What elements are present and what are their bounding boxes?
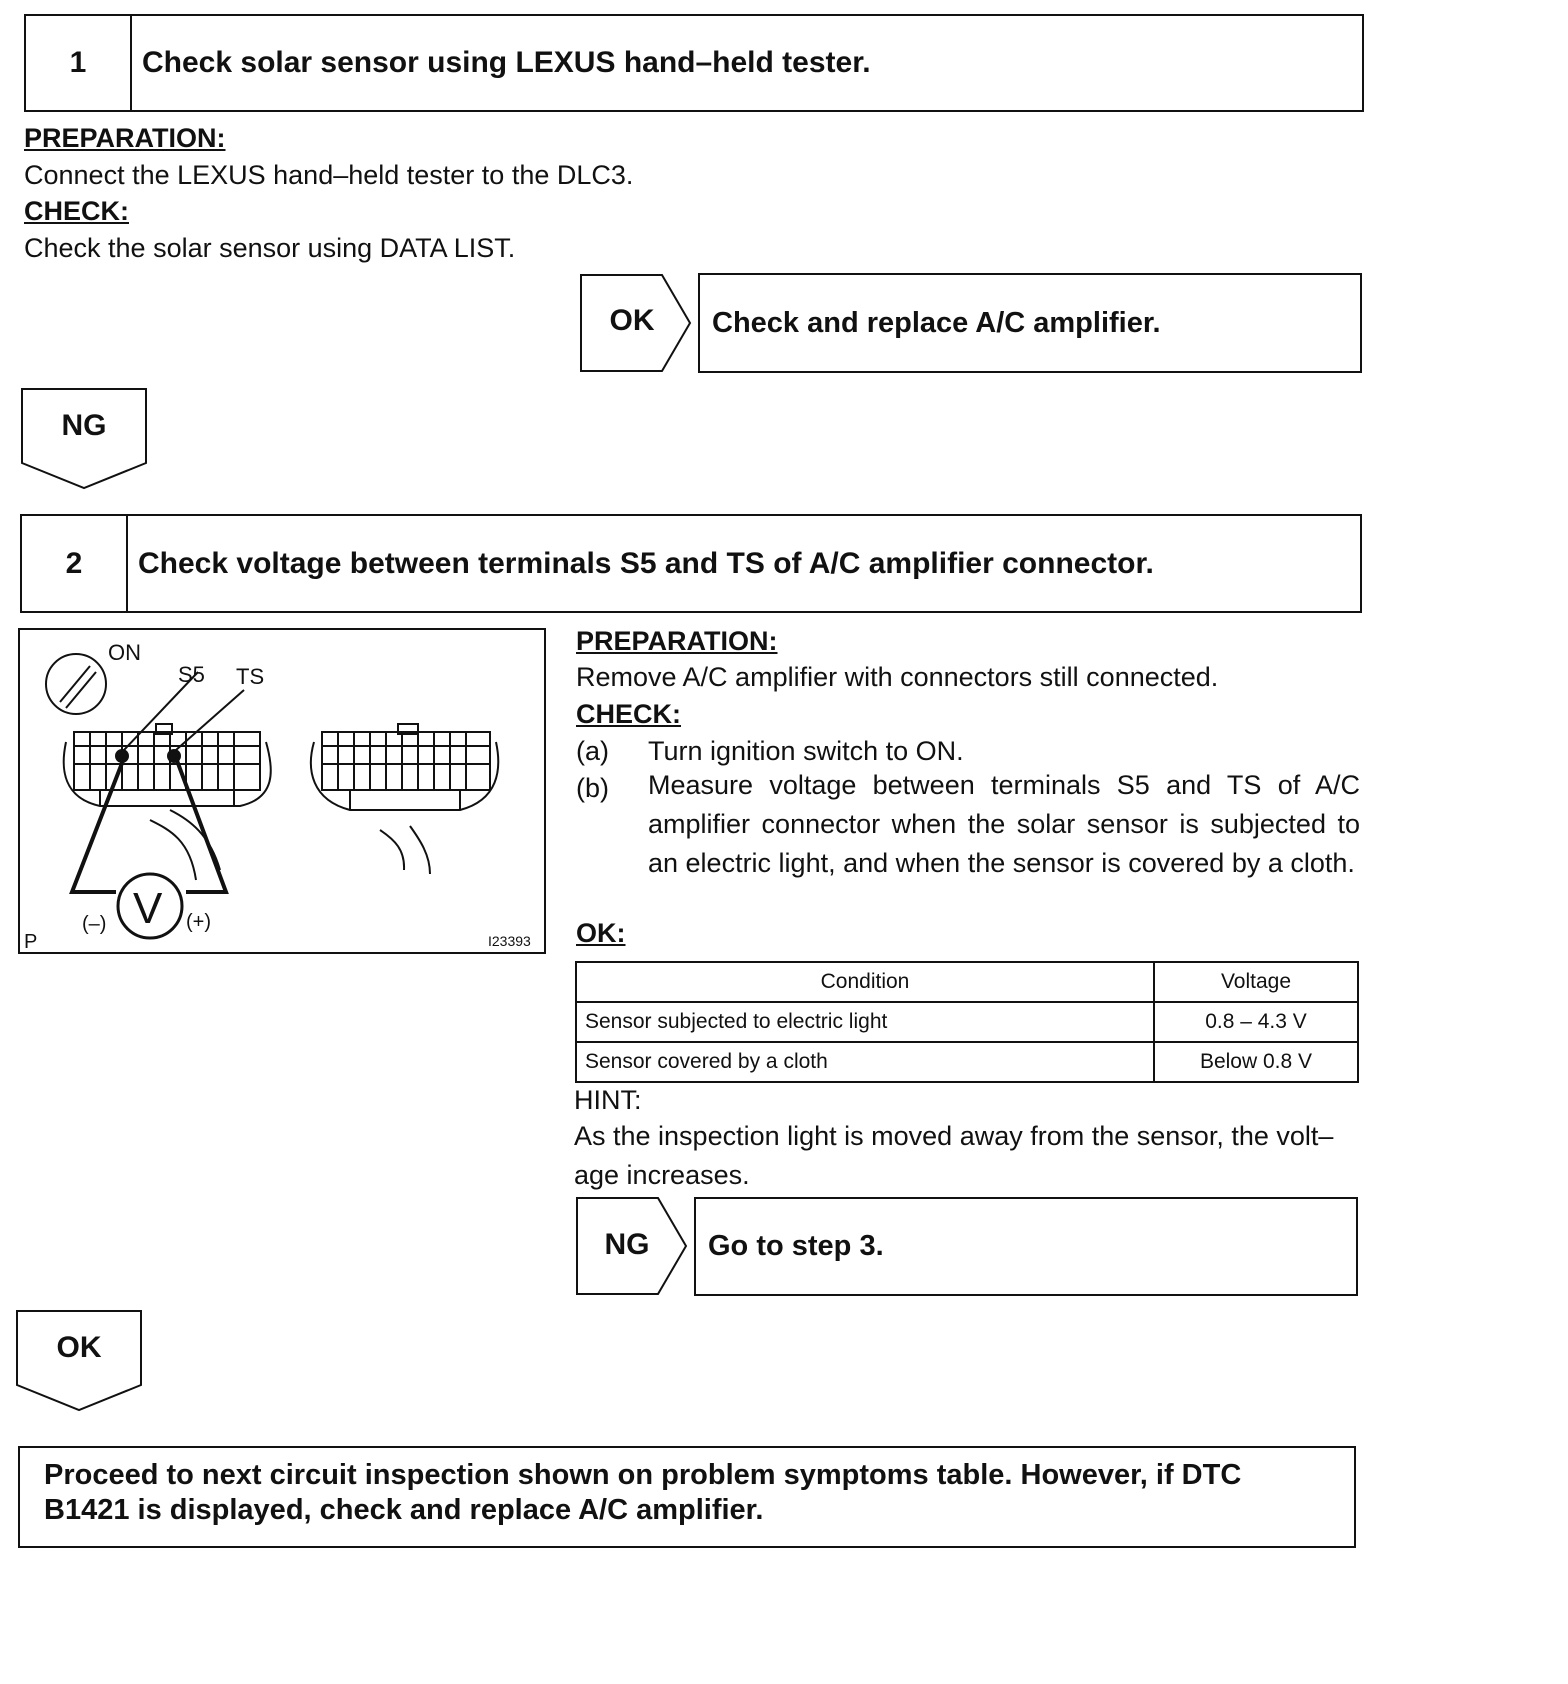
label-ts: TS xyxy=(236,664,265,689)
step2-preparation-heading: PREPARATION: xyxy=(576,626,778,656)
step1-title: Check solar sensor using LEXUS hand–held tester. xyxy=(142,46,871,79)
label-on: ON xyxy=(108,640,141,665)
step1-number: 1 xyxy=(26,16,132,110)
step2-title: Check voltage between terminals S5 and TS of A/C amplifier connector. xyxy=(138,546,1154,580)
right-connector-icon xyxy=(311,724,498,874)
figure-id: I23393 xyxy=(488,933,531,949)
step1-preparation-heading: PREPARATION: xyxy=(24,123,226,153)
step1-ok-result-text: Check and replace A/C amplifier. xyxy=(712,306,1161,339)
table-header-voltage: Voltage xyxy=(1154,962,1358,1002)
connector-diagram-drawing xyxy=(20,630,544,952)
check-item-b-marker: (b) xyxy=(576,773,609,803)
check-item-a-marker: (a) xyxy=(576,736,609,766)
left-connector-icon xyxy=(64,672,271,880)
step1-header xyxy=(24,14,1364,112)
step1-check-heading: CHECK: xyxy=(24,196,129,226)
label-minus: (–) xyxy=(82,913,107,935)
label-plus: (+) xyxy=(186,911,211,933)
step2-preparation-text: Remove A/C amplifier with connectors still connected. xyxy=(576,662,1219,692)
step1-preparation-text: Connect the LEXUS hand–held tester to the DLC3. xyxy=(24,160,634,190)
check-item-a-text: Turn ignition switch to ON. xyxy=(648,736,964,766)
table-cell-condition: Sensor subjected to electric light xyxy=(576,1002,1154,1042)
step2-header xyxy=(20,514,1362,613)
table-cell-voltage: 0.8 – 4.3 V xyxy=(1154,1002,1358,1042)
step2-ng-result-text: Go to step 3. xyxy=(708,1230,884,1262)
step2-ng-result-box xyxy=(694,1197,1358,1296)
label-p: P xyxy=(24,931,38,952)
step2-hint-text: As the inspection light is moved away from the sensor, the volt– age increases. xyxy=(574,1121,1334,1190)
voltage-spec-table xyxy=(575,961,1359,1083)
voltmeter-label: V xyxy=(133,884,163,933)
step1-ng-label: NG xyxy=(61,409,107,442)
final-instruction-text: Proceed to next circuit inspection shown on problem symptoms table. However, if DTC B1421 is displayed, check and replace A/C amplifier. xyxy=(44,1459,1242,1526)
table-cell-voltage: Below 0.8 V xyxy=(1154,1042,1358,1082)
final-instruction-box xyxy=(18,1446,1356,1548)
label-s5: S5 xyxy=(178,662,205,687)
step2-ng-label: NG xyxy=(604,1228,650,1261)
table-cell-condition: Sensor covered by a cloth xyxy=(576,1042,1154,1082)
table-row xyxy=(576,1042,1358,1082)
step2-number: 2 xyxy=(22,516,128,611)
step2-ok-label: OK xyxy=(56,1331,102,1364)
table-header-condition: Condition xyxy=(576,962,1154,1002)
step2-hint-heading: HINT: xyxy=(574,1085,642,1115)
table-row xyxy=(576,1002,1358,1042)
table-header-row xyxy=(576,962,1358,1002)
step1-ok-result-box xyxy=(698,273,1362,373)
check-item-b-text: Measure voltage between terminals S5 and TS of A/C amplifier connector when the solar sensor is subjected to an electric light, and when the sensor is covered by a cloth. xyxy=(648,770,1360,878)
step2-check-heading: CHECK: xyxy=(576,699,681,729)
step1-ok-label: OK xyxy=(609,304,655,337)
step2-ok-heading: OK: xyxy=(576,918,626,948)
connector-diagram xyxy=(18,628,546,954)
step1-check-text: Check the solar sensor using DATA LIST. xyxy=(24,233,516,263)
